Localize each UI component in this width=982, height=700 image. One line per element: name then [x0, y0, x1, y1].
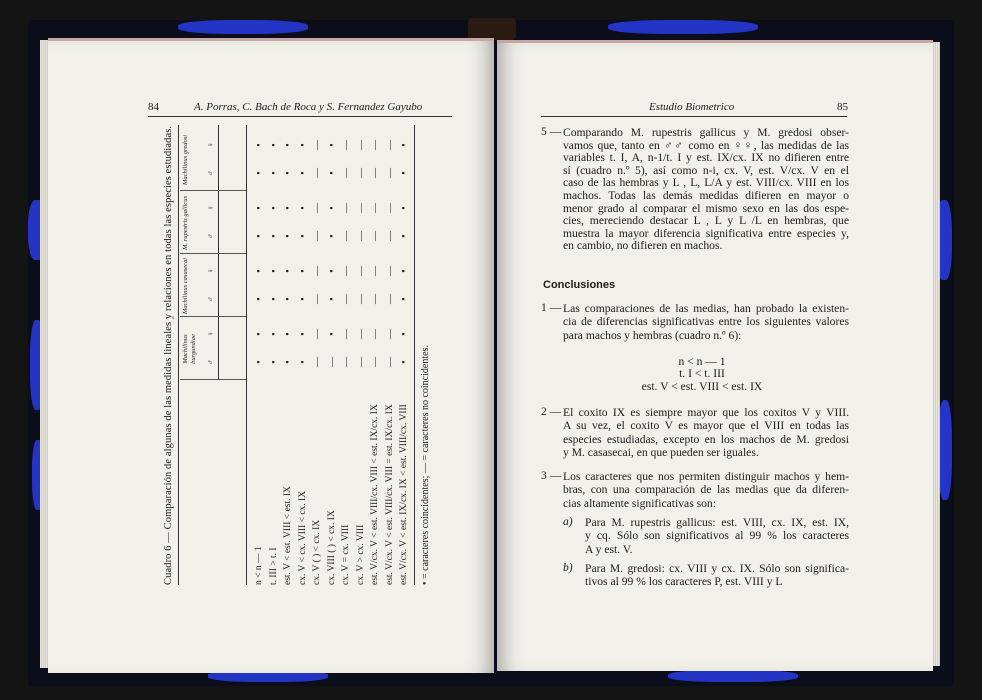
- text-line: vamos que, tanto en ♂♂ como en ♀♀, las medidas de las: [563, 138, 849, 152]
- table-cell: —: [384, 203, 396, 213]
- table-cell: •: [399, 171, 410, 175]
- table-vrule: [180, 379, 246, 380]
- table-row-label: est. V < est. VIII < est. IX: [283, 486, 293, 585]
- table-cell: •: [326, 234, 338, 238]
- table-cell: •: [297, 297, 309, 301]
- table-cell: •: [283, 360, 294, 364]
- text-line: menor grado al comparar el mismo sexo en las dos espe-: [563, 201, 849, 215]
- table-cell: —: [355, 329, 367, 339]
- table-cell: •: [326, 206, 338, 210]
- species-header: Machilinus gredosi: [182, 134, 189, 186]
- header-rule: [541, 116, 847, 117]
- marbling: [668, 670, 798, 682]
- table-cell: —: [312, 231, 323, 241]
- table-cell: •: [399, 143, 410, 147]
- text-line: y cq. Sólo son significativos al 99 % los caracteres: [585, 529, 849, 543]
- text-line: cias altamente significativas son:: [563, 496, 716, 510]
- table-cell: —: [370, 266, 381, 276]
- table-cell: —: [312, 168, 323, 178]
- text-line: El coxito IX es siempre mayor que los coxitos V y VIII.: [563, 406, 849, 419]
- table-row-label: est. V/cx. V < est. IX/cx. IX < est. VIII/cx. VIII: [399, 404, 409, 585]
- table-cell: •: [268, 360, 280, 364]
- table-cell: •: [254, 360, 265, 364]
- species-header: Machilinus burgundiae: [182, 334, 197, 364]
- table-cell: —: [384, 266, 396, 276]
- table-cell: —: [384, 294, 396, 304]
- table-cell: —: [341, 231, 352, 241]
- table-cell: —: [370, 203, 381, 213]
- header-rule: [148, 116, 452, 117]
- text-line: en cambio, no difieren en machos.: [563, 239, 723, 253]
- text-line: tivos al 99 % los caracteres P, est. VIII y L: [585, 575, 783, 589]
- table-cell: •: [399, 269, 410, 273]
- table-cell: •: [268, 171, 280, 175]
- table-cell: •: [399, 206, 410, 210]
- text-line: cia de diferencias significativas entre los siguientes valores: [563, 315, 849, 329]
- formula-3: est. V < est. VIII < est. IX: [641, 380, 763, 393]
- table-cell: —: [355, 357, 367, 367]
- sex-header: ♂: [206, 359, 215, 365]
- table-cell: •: [254, 332, 265, 336]
- table-cell: •: [399, 360, 410, 364]
- text-line: Para M. gredosi: cx. VIII y cx. IX. Sólo son significa-: [585, 562, 849, 575]
- sex-header: ♀: [206, 268, 215, 274]
- table-cell: —: [384, 168, 396, 178]
- table-cell: —: [341, 168, 352, 178]
- table-cell: •: [326, 269, 338, 273]
- table-rule-bottom: [414, 125, 415, 585]
- sex-header: ♂: [206, 296, 215, 302]
- conclusion-2-number: 2 —: [541, 405, 562, 418]
- sex-header: ♀: [206, 331, 215, 337]
- text-line: caso de las hembras y L , L, L/A y est. VIII/cx. VIII en los: [563, 176, 849, 190]
- table-cell: •: [326, 143, 338, 147]
- page-number-left: 84: [148, 101, 159, 113]
- table-cell: —: [341, 357, 352, 367]
- text-line: Comparando M. rupestris gallicus y M. gredosi obser-: [563, 126, 849, 139]
- table-cell: —: [312, 266, 323, 276]
- table-cell: —: [384, 329, 396, 339]
- table-cell: —: [355, 140, 367, 150]
- table-row-label: n < n — 1: [254, 546, 264, 585]
- table-cell: •: [254, 269, 265, 273]
- text-line: sí (cuadro n.º 5), así como n-i, cx. V, est. V/cx. V en el: [563, 163, 849, 177]
- table-vrule: [180, 190, 246, 191]
- running-head-right: Estudio Biometrico: [649, 101, 735, 113]
- table-row-label: est. V/cx. V < est. VIII/cx. VIII = est. IX/cx. IX: [384, 404, 395, 585]
- table-row-label: est. V/cx. V < est. VIII/cx. VIII < est. IX/cx. IX: [370, 404, 380, 585]
- text-line: bras, con una comparación de las medias que da diferen-: [563, 483, 849, 497]
- table-cell: •: [297, 206, 309, 210]
- table-cell: —: [355, 168, 367, 178]
- table-cell: —: [312, 294, 323, 304]
- table-cell: —: [370, 294, 381, 304]
- table-cell: —: [312, 329, 323, 339]
- table-row-label: cx. V < cx. VIII < cx. IX: [297, 490, 308, 585]
- table-cell: —: [384, 140, 396, 150]
- table-cell: •: [283, 171, 294, 175]
- right-page: [497, 40, 933, 671]
- table-cell: —: [341, 294, 352, 304]
- page-number-right: 85: [837, 101, 848, 113]
- text-line: A su vez, el coxito V es mayor que el VIII en todas las: [563, 419, 849, 433]
- conclusion-1-number: 1 —: [541, 301, 562, 314]
- table-rule-head: [246, 125, 247, 585]
- table-cell: •: [297, 143, 309, 147]
- table-cell: •: [254, 171, 265, 175]
- table-cell: •: [268, 234, 280, 238]
- sex-header: ♀: [206, 142, 215, 148]
- table-cell: •: [297, 360, 309, 364]
- left-page: [48, 38, 494, 673]
- marbling: [938, 400, 952, 500]
- table-cell: •: [297, 234, 309, 238]
- table-cell: •: [283, 143, 294, 147]
- marbling: [608, 20, 758, 34]
- table-cell: —: [384, 357, 396, 367]
- table-cell: •: [283, 206, 294, 210]
- table-cell: —: [355, 294, 367, 304]
- table-cell: •: [283, 297, 294, 301]
- text-line: para machos y hembras (cuadro n.º 6):: [563, 328, 742, 342]
- table-cell: •: [254, 143, 265, 147]
- text-line: y M. casasecai, en que pueden ser iguales.: [563, 446, 759, 460]
- table-cell: —: [355, 266, 367, 276]
- conclusions-heading: Conclusiones: [543, 279, 616, 291]
- table-cell: •: [254, 234, 265, 238]
- table-cell: —: [370, 231, 381, 241]
- table-footnote: • = caracteres coincidentes; — = caracteres no coincidentes.: [420, 345, 431, 585]
- text-line: especies estudiadas, excepto en los machos de M. gredosi: [563, 432, 849, 446]
- species-header: M. rupestris gallicus: [182, 196, 189, 250]
- sex-header: ♂: [206, 170, 215, 176]
- text-line: cies, mereciendo destacar L , L y L /L en hembras, que: [563, 214, 849, 228]
- book-spine: [468, 18, 516, 40]
- table-cell: —: [370, 329, 381, 339]
- table-cell: •: [297, 269, 309, 273]
- table-cell: —: [341, 329, 352, 339]
- sub-a-label: a): [563, 515, 573, 528]
- sex-header: ♂: [206, 233, 215, 239]
- table-vrule: [180, 253, 246, 254]
- formula-2: t. I < t. III: [679, 367, 725, 380]
- table-row-label: cx. V ( ) < cx. IX: [312, 519, 322, 585]
- table-cell: •: [268, 332, 280, 336]
- sex-header: ♀: [206, 205, 215, 211]
- text-line: Los caracteres que nos permiten distinguir machos y hem-: [563, 470, 849, 483]
- table-vrule: [180, 316, 246, 317]
- table-cell: —: [312, 140, 323, 150]
- table-cell: —: [384, 231, 396, 241]
- table-cell: •: [399, 332, 410, 336]
- table-cell: •: [399, 234, 410, 238]
- table-row-label: t. III > t. I: [268, 547, 279, 585]
- text-line: Para M. rupestris gallicus: est. VIII, cx. IX, est. IX,: [585, 516, 849, 529]
- table-cell: •: [268, 297, 280, 301]
- table-row-label: cx. V > cx. VIII: [355, 524, 366, 585]
- table-cell: —: [370, 357, 381, 367]
- table-row-label: cx. VIII ( ) < cx. IX: [326, 510, 337, 585]
- marbling: [178, 20, 308, 34]
- rotated-table: [158, 125, 438, 585]
- table-row-label: cx. V = cx. VIII: [341, 524, 351, 585]
- conclusion-3-number: 3 —: [541, 469, 562, 482]
- table-cell: •: [297, 332, 309, 336]
- sub-b-label: b): [563, 561, 573, 574]
- table-cell: •: [283, 234, 294, 238]
- item-5-number: 5 —: [541, 125, 562, 138]
- table-cell: •: [326, 332, 338, 336]
- text-line: muestra la mayor diferencia significativa entre especies y,: [563, 226, 849, 240]
- table-cell: •: [399, 297, 410, 301]
- text-line: variables t. I, A, n-1/t. I y est. IX/cx. IX no difieren entre: [563, 151, 849, 165]
- text-line: A y est. V.: [585, 542, 633, 556]
- table-cell: •: [268, 269, 280, 273]
- table-cell: —: [312, 203, 323, 213]
- table-cell: •: [268, 143, 280, 147]
- table-cell: —: [341, 266, 352, 276]
- table-cell: •: [254, 297, 265, 301]
- text-line: Las comparaciones de las medias, han probado la existen-: [563, 302, 849, 315]
- table-rule-top: [178, 125, 179, 585]
- table-cell: •: [283, 332, 294, 336]
- table-cell: —: [370, 168, 381, 178]
- table-cell: •: [283, 269, 294, 273]
- species-header: Machilinus casasecai: [182, 257, 189, 315]
- table-cell: •: [268, 206, 280, 210]
- table-cell: —: [341, 140, 352, 150]
- table-cell: •: [326, 171, 338, 175]
- text-line: machos. Todas las demás medidas difieren en mayor o: [563, 189, 849, 202]
- table-cell: •: [254, 206, 265, 210]
- table-cell: —: [370, 140, 381, 150]
- running-head-left: A. Porras, C. Bach de Roca y S. Fernandez Gayubo: [194, 101, 423, 113]
- table-cell: •: [326, 297, 338, 301]
- table-cell: —: [355, 231, 367, 241]
- table-cell: —: [326, 357, 338, 367]
- table-cell: —: [341, 203, 352, 213]
- table-caption: Cuadro 6 — Comparación de algunas de las medidas lineales y relaciones en todas las especies estudiadas.: [163, 125, 174, 585]
- table-cell: —: [355, 203, 367, 213]
- formula-1: n < n — 1: [678, 355, 726, 368]
- table-cell: —: [312, 357, 323, 367]
- table-cell: •: [297, 171, 309, 175]
